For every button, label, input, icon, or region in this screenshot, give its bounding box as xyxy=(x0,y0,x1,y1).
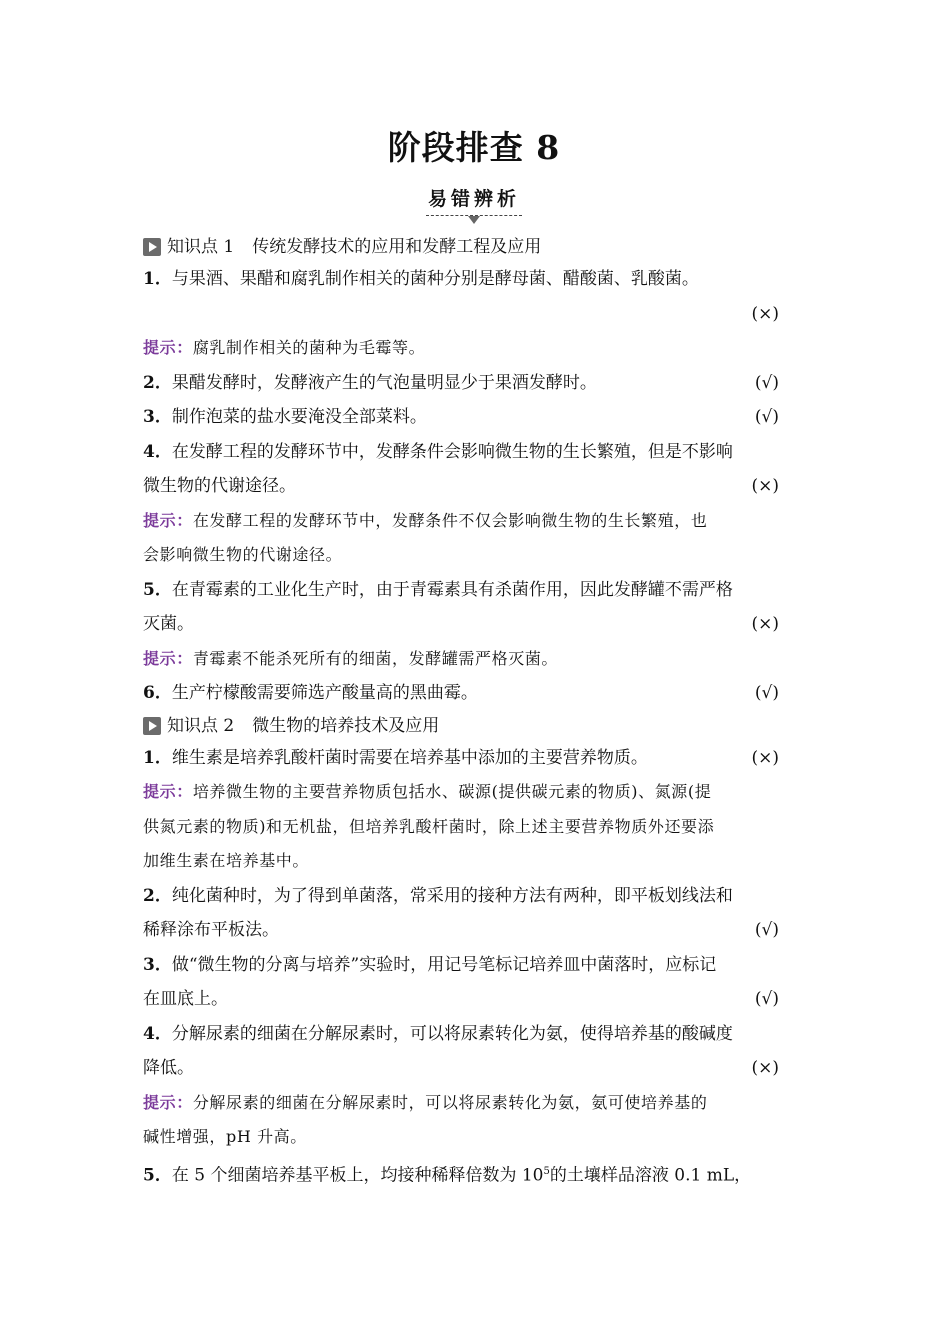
question-item: 2．果醋发酵时，发酵液产生的气泡量明显少于果酒发酵时。 (√) xyxy=(143,366,805,401)
question-item: 1．与果酒、果醋和腐乳制作相关的菌种分别是酵母菌、醋酸菌、乳酸菌。 (×) xyxy=(143,262,805,331)
answer-mark: (×) xyxy=(751,747,779,768)
question-item: 6．生产柠檬酸需要筛选产酸量高的黑曲霉。 (√) xyxy=(143,676,805,711)
hint-text: 提示：在发酵工程的发酵环节中，发酵条件不仅会影响微生物的生长繁殖，也 会影响微生物的代谢途径。 xyxy=(143,510,708,564)
answer-mark: (×) xyxy=(751,476,779,496)
answer-mark: (√) xyxy=(754,407,779,427)
subhead-block xyxy=(143,186,805,232)
question-item: 5．在 5 个细菌培养基平板上，均接种稀释倍数为 $10^5$的土壤样品溶液 0.1 mL， xyxy=(143,1165,752,1186)
question-item: 3．制作泡菜的盐水要淹没全部菜料。 (√) xyxy=(143,400,805,435)
question-item: 1．维生素是培养乳酸杆菌时需要在培养基中添加的主要营养物质。 (×) xyxy=(143,741,805,776)
answer-mark: (√) xyxy=(754,372,779,393)
section-label: 知识点 1 xyxy=(167,237,235,257)
play-icon xyxy=(143,717,161,735)
question-item: 2．纯化菌种时，为了得到单菌落，常采用的接种方法有两种，即平板划线法和 稀释涂布平板法。 (√) xyxy=(143,879,805,948)
hint-text: 提示：分解尿素的细菌在分解尿素时，可以将尿素转化为氨，氨可使培养基的 碱性增强，pH 升高。 xyxy=(143,1092,708,1146)
section-name: 传统发酵技术的应用和发酵工程及应用 xyxy=(252,237,542,257)
question-item: 4．在发酵工程的发酵环节中，发酵条件会影响微生物的生长繁殖，但是不影响 微生物的代谢途径。 (×) xyxy=(143,435,805,504)
hint-text: 提示：青霉素不能杀死所有的细菌，发酵罐需严格灭菌。 xyxy=(143,648,559,668)
answer-mark: (×) xyxy=(751,1058,779,1078)
answer-mark: (√) xyxy=(754,683,779,703)
play-icon xyxy=(143,238,161,256)
answer-mark: (√) xyxy=(754,989,779,1009)
answer-mark: (×) xyxy=(751,614,779,634)
section-label: 知识点 2 xyxy=(167,715,235,736)
question-item: 4．分解尿素的细菌在分解尿素时，可以将尿素转化为氨，使得培养基的酸碱度 降低。 (×) xyxy=(143,1017,805,1086)
question-item: 5．在青霉素的工业化生产时，由于青霉素具有杀菌作用，因此发酵罐不需严格 灭菌。 (×) xyxy=(143,573,805,642)
section-name: 微生物的培养技术及应用 xyxy=(252,715,440,736)
page-title: 阶段排查 8 xyxy=(387,128,561,167)
answer-mark: (√) xyxy=(754,920,779,940)
section-heading-1 xyxy=(143,232,805,262)
hint-text: 提示：腐乳制作相关的菌种为毛霉等。 xyxy=(143,338,426,357)
subhead: 易错辨析 xyxy=(426,186,522,216)
question-item: 3．做“微生物的分离与培养”实验时，用记号笔标记培养皿中菌落时，应标记 在皿底上。 (√) xyxy=(143,948,805,1017)
answer-mark: (×) xyxy=(751,303,779,324)
section-heading-2 xyxy=(143,711,805,741)
hint-text: 提示：培养微生物的主要营养物质包括水、碳源(提供碳元素的物质)、氮源(提 供氮元素的物质)和无机盐，但培养乳酸杆菌时，除上述主要营养物质外还要添 加维生素在培养基中。 xyxy=(143,782,715,870)
document-page xyxy=(143,118,805,1193)
triangle-down-icon xyxy=(468,216,480,224)
